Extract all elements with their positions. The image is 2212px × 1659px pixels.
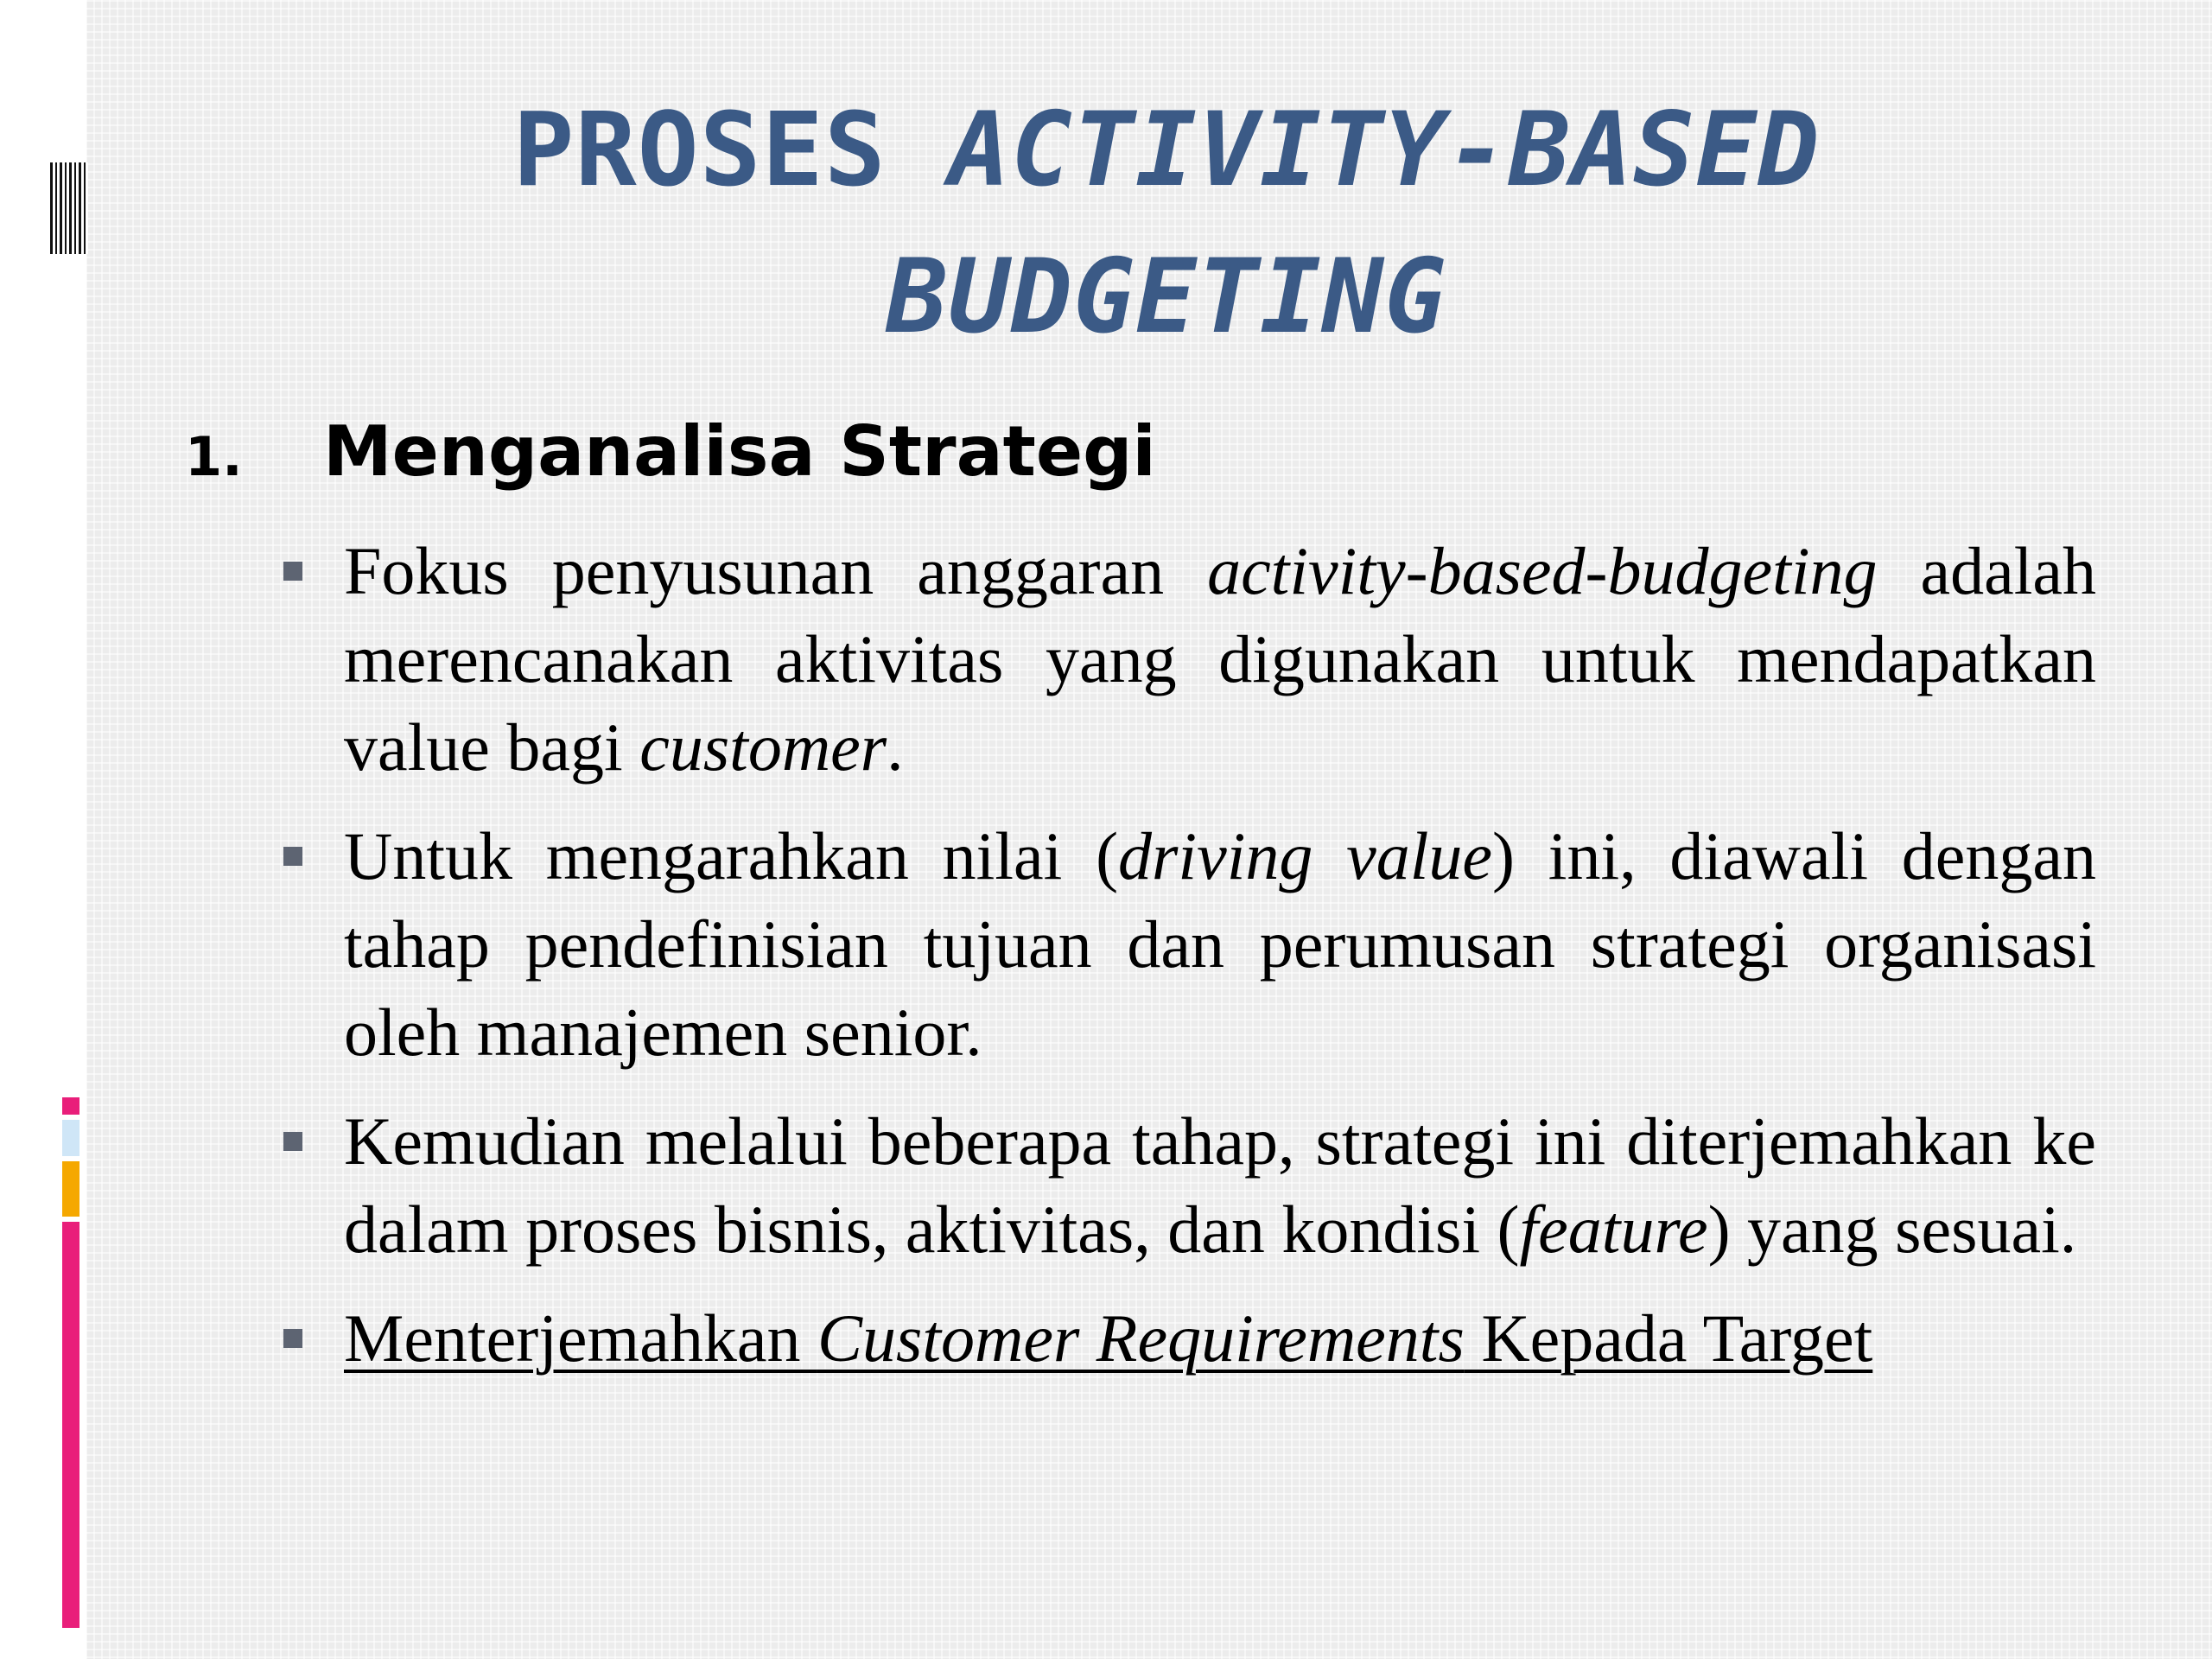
bullet-text: Kepada Target bbox=[1464, 1300, 1873, 1376]
bullet-italic-text: feature bbox=[1519, 1192, 1708, 1267]
title-part1: PROSES bbox=[512, 90, 949, 209]
accent-bar-orange bbox=[62, 1161, 79, 1217]
bullet-text: . bbox=[887, 709, 904, 785]
section-number: 1. bbox=[185, 425, 243, 488]
accent-bar-pink-long bbox=[62, 1222, 79, 1628]
accent-bar-pink-small bbox=[62, 1097, 79, 1115]
section-title: Menganalisa Strategi bbox=[323, 411, 1156, 492]
square-bullet-icon bbox=[283, 562, 302, 581]
bullet-text: ) yang sesuai. bbox=[1707, 1192, 2077, 1267]
bullet-text: Untuk mengarahkan nilai ( bbox=[344, 818, 1119, 893]
bullet-item bbox=[278, 812, 2096, 1077]
square-bullet-icon bbox=[283, 1329, 302, 1348]
bullet-item bbox=[278, 1097, 2096, 1274]
barcode-decoration-icon bbox=[50, 162, 88, 254]
bullet-text: Menterjemahkan bbox=[344, 1300, 817, 1376]
bullet-italic-text: driving value bbox=[1118, 818, 1493, 893]
section-heading bbox=[185, 404, 1156, 505]
bullet-text: ) ini, diawali dengan tahap pendefinisian tujuan dan perumusan strategi organisasi oleh manajemen senior. bbox=[344, 818, 2096, 1070]
square-bullet-icon bbox=[283, 847, 302, 866]
title-part3: BUDGETING bbox=[886, 237, 1447, 356]
bullet-italic-text: Customer Requirements bbox=[817, 1300, 1465, 1376]
bullet-item bbox=[278, 527, 2096, 791]
bullet-text: adalah merencanakan aktivitas yang digunakan untuk mendapatkan value bagi bbox=[344, 533, 2096, 785]
square-bullet-icon bbox=[283, 1132, 302, 1151]
bullet-italic-text: customer bbox=[639, 709, 887, 785]
bullet-list bbox=[278, 527, 2096, 1403]
bullet-item-link[interactable] bbox=[278, 1294, 2096, 1382]
title-part2: ACTIVITY-BASED bbox=[948, 90, 1821, 209]
bullet-text: Kemudian melalui beberapa tahap, strategi ini diterjemahkan ke dalam proses bisnis, aktivitas, dan kondisi ( bbox=[344, 1103, 2096, 1267]
bullet-italic-text: activity-based-budgeting bbox=[1207, 533, 1878, 608]
bullet-text: Fokus penyusunan anggaran bbox=[344, 533, 1208, 608]
slide-title bbox=[294, 76, 2039, 370]
accent-bar-lightblue bbox=[62, 1120, 79, 1156]
